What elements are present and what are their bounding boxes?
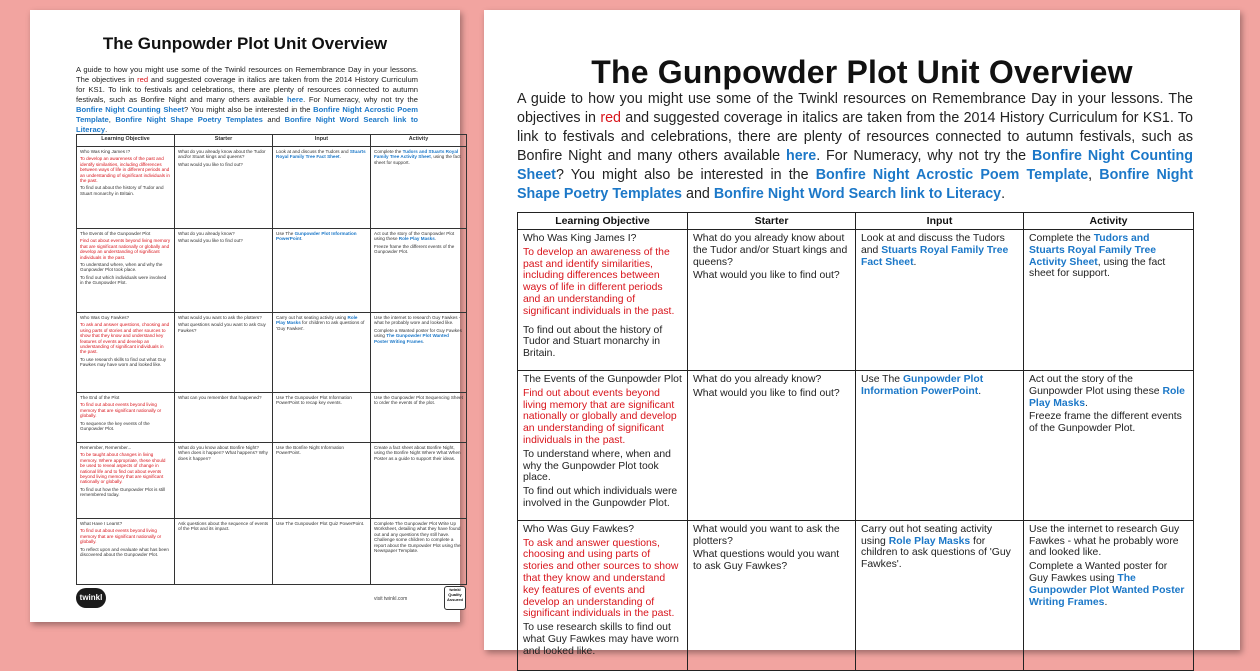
thumb-cell-objective: Who Was King James I? To develop an awareness of the past and identify similarities, including differences between ways of life in different periods and an understanding of significant individuals in the past. To find out about the history of Tudor and Stuart monarchy in Britain. xyxy=(77,147,175,229)
thumb-cell-input: Use The Gunpowder Plot Quiz PowerPoint. xyxy=(273,519,371,585)
thumb-cell-input: Use The Gunpowder Plot Information PowerPoint. xyxy=(273,229,371,313)
thumb-table-row xyxy=(77,443,467,519)
starter-text: What do you already know? xyxy=(693,373,822,385)
link-stuarts-family-tree-fact-sheet[interactable]: Stuarts Royal Family Tree Fact Sheet xyxy=(861,244,1009,268)
thumb-cell-starter: What do you know about Bonfire Night? When does it happen? What happens? Why does it happen? xyxy=(175,443,273,519)
table-row xyxy=(518,520,1194,670)
thumb-cell-activity: Use the internet to research Guy Fawkes - what he probably wore and looked like. Complete a Wanted poster for Guy Fawkes using The Gunpowder Plot Wanted Poster Writing Frames. xyxy=(371,313,467,393)
thumb-header-activity: Activity xyxy=(371,135,467,147)
cell-starter xyxy=(688,520,856,670)
starter-text: What would you like to find out? xyxy=(693,387,840,399)
curriculum-objective: Find out about events beyond living memory that are significant nationally or globally and develop an understanding of significant individuals in the past. xyxy=(523,387,677,446)
thumb-cell-starter: What do you already know? What would you like to find out? xyxy=(175,229,273,313)
table-row xyxy=(518,370,1194,520)
link-bonfire-counting-sheet[interactable]: Bonfire Night Counting Sheet xyxy=(517,148,1193,183)
thumb-header-row xyxy=(77,135,467,147)
link-role-play-masks-hot-seating[interactable]: Role Play Masks xyxy=(888,535,971,547)
thumb-cell-activity: Complete the Tudors and Stuarts Royal Family Tree Activity Sheet, using the fact sheet for support. xyxy=(371,147,467,229)
thumb-header-input: Input xyxy=(273,135,371,147)
thumb-cell-starter: What do you already know about the Tudor and/or Stuart kings and queens? What would you like to find out? xyxy=(175,147,273,229)
thumb-cell-objective: What Have I Learnt? To find out about events beyond living memory that are significant nationally or globally. To reflect upon and evaluate what has been discovered about the Gunpowder Plot. xyxy=(77,519,175,585)
thumb-cell-starter: Ask questions about the sequence of events of the Plot and its impact. xyxy=(175,519,273,585)
thumb-link-shape[interactable]: Bonfire Night Shape Poetry Templates xyxy=(115,115,263,124)
thumb-table-row xyxy=(77,147,467,229)
objective-detail: To find out about the history of Tudor and Stuart monarchy in Britain. xyxy=(523,324,663,360)
link-family-tree-activity-sheet[interactable]: Tudors and Stuarts Royal Family Tree Activity Sheet xyxy=(1029,233,1157,268)
header-starter: Starter xyxy=(688,213,856,230)
intro-paragraph: A guide to how you might use some of the Twinkl resources on Remembrance Day in your lessons. The objectives in red and suggested coverage in italics are taken from the 2014 History Curriculum for KS1. To link to festivals and celebrations, there are plenty of resources connected to autumn festivals, such as Bonfire Night and many others available here. For Numeracy, why not try the Bonfire Night Counting Sheet? You might also be interested in the Bonfire Night Acrostic Poem Template, Bonfire Night Shape Poetry Templates and Bonfire Night Word Search link to Literacy. xyxy=(517,91,1193,202)
activity-detail: Use the internet to research Guy Fawkes - what he probably wore and looked like. xyxy=(1029,523,1180,559)
activity-detail: Freeze frame the different events of the Gunpowder Plot. xyxy=(1029,411,1182,435)
objective-detail: To use research skills to find out what Guy Fawkes may have worn and looked like. xyxy=(523,622,679,657)
thumb-intro: A guide to how you might use some of the Twinkl resources on Remembrance Day in your lessons. The objectives in red and suggested coverage in italics are taken from the 2014 History Curriculum for KS1. To link to festivals and celebrations, there are plenty of resources connected to autumn festivals, such as Bonfire Night and many others available here. For Numeracy, why not try the Bonfire Night Counting Sheet? You might also be interested in the Bonfire Night Acrostic Poem Template, Bonfire Night Shape Poetry Templates and Bonfire Night Word Search link to Literacy. xyxy=(76,65,418,134)
curriculum-objective: To develop an awareness of the past and identify similarities, including differences between ways of life in different periods and an understanding of significant individuals in the past. xyxy=(523,246,675,317)
thumb-cell-activity: Create a fact sheet about Bonfire Night, using the Bonfire Night Where What When Poster as a guide to support their ideas. xyxy=(371,443,467,519)
thumb-cell-objective: Remember, Remember... To be taught about changes in living memory. Where appropriate, these should be used to reveal aspects of change in national life and to find out about events beyond living memory that are significant nationally or globally. To find out how the Gunpowder Plot is still remembered today. xyxy=(77,443,175,519)
starter-text: What do you already know about the Tudor and/or Stuart kings and queens? xyxy=(693,233,848,268)
objective-title: Who Was Guy Fawkes? xyxy=(523,523,635,535)
thumb-link-wordsearch[interactable]: Bonfire Night Word Search link to Literacy xyxy=(76,115,418,134)
footer-url: visit twinkl.com xyxy=(374,596,408,602)
thumb-table-row xyxy=(77,313,467,393)
thumb-cell-activity: Complete The Gunpowder Plot Write Up Worksheet, detailing what they have found out and any questions they still have. Challenge some children to complete a report about the Gunpowder Plot using the Newspaper Template. xyxy=(371,519,467,585)
quality-assured-badge: twinkl Quality Assured xyxy=(444,586,466,610)
cell-input: Use The Gunpowder Plot Information PowerPoint. xyxy=(856,370,1024,520)
cell-starter xyxy=(688,370,856,520)
table-header-row xyxy=(518,213,1194,230)
thumb-cell-input: Carry out hot seating activity using Role Play Masks for children to ask questions of 'Guy Fawkes'. xyxy=(273,313,371,393)
thumb-table-row xyxy=(77,519,467,585)
red-word: red xyxy=(600,110,621,126)
link-gunpowder-plot-powerpoint[interactable]: Gunpowder Plot Information PowerPoint xyxy=(861,373,984,397)
cell-learning-objective xyxy=(518,370,688,520)
twinkl-logo: twinkl xyxy=(76,588,106,608)
objective-title: The Events of the Gunpowder Plot xyxy=(523,373,682,385)
cell-activity: Act out the story of the Gunpowder Plot using these Role Play Masks. Freeze frame the different events of the Gunpowder Plot. xyxy=(1024,370,1194,520)
link-role-play-masks[interactable]: Role Play Masks xyxy=(1029,385,1185,409)
link-here[interactable]: here xyxy=(785,148,817,164)
objective-detail: To find out which individuals were involved in the Gunpowder Plot. xyxy=(523,486,678,509)
thumb-cell-objective: The End of the Plot To find out about events beyond living memory that are significant nationally or globally. To sequence the key events of the Gunpowder Plot. xyxy=(77,393,175,443)
cell-starter xyxy=(688,230,856,371)
header-learning-objective: Learning Objective xyxy=(518,213,688,230)
cell-activity: Complete the Tudors and Stuarts Royal Family Tree Activity Sheet, using the fact sheet for support. xyxy=(1024,230,1194,371)
thumb-title: The Gunpowder Plot Unit Overview xyxy=(102,34,388,53)
header-activity: Activity xyxy=(1024,213,1194,230)
overview-table xyxy=(517,212,1194,671)
table-row xyxy=(518,230,1194,371)
thumb-header-starter: Starter xyxy=(175,135,273,147)
thumb-table-row xyxy=(77,393,467,443)
link-word-search[interactable]: Bonfire Night Word Search link to Literacy xyxy=(713,186,1002,202)
thumb-cell-input: Use the Bonfire Night Information PowerPoint. xyxy=(273,443,371,519)
cell-learning-objective xyxy=(518,230,688,371)
thumb-cell-activity: Act out the story of the Gunpowder Plot using these Role Play Masks. Freeze frame the different events of the Gunpowder Plot. xyxy=(371,229,467,313)
thumb-cell-input: Use The Gunpowder Plot Information PowerPoint to recap key events. xyxy=(273,393,371,443)
thumb-cell-activity: Use the Gunpowder Plot Sequencing Sheet to order the events of the plot. xyxy=(371,393,467,443)
header-input: Input xyxy=(856,213,1024,230)
cell-learning-objective xyxy=(518,520,688,670)
page-title: The Gunpowder Plot Unit Overview xyxy=(591,54,1133,90)
starter-text: What would you like to find out? xyxy=(693,270,840,282)
link-wanted-poster-writing-frames[interactable]: The Gunpowder Plot Wanted Poster Writing Frames xyxy=(1029,572,1185,608)
thumb-link-acrostic[interactable]: Bonfire Night Acrostic Poem Template xyxy=(76,105,418,124)
starter-text: What questions would you want to ask Guy Fawkes? xyxy=(693,549,840,573)
thumb-cell-starter: What would you want to ask the plotters? What questions would you want to ask Guy Fawkes? xyxy=(175,313,273,393)
thumb-link-counting[interactable]: Bonfire Night Counting Sheet xyxy=(76,105,185,114)
thumb-cell-objective: The Events of the Gunpowder Plot Find out about events beyond living memory that are significant nationally or globally and develop an understanding of significant individuals in the past. To understand where, when and why the Gunpowder Plot took place. To find out which individuals were involved in the Gunpowder Plot. xyxy=(77,229,175,313)
thumb-cell-objective: Who Was Guy Fawkes? To ask and answer questions, choosing and using parts of stories and other sources to show that they know and understand key features of events and develop an understanding of significant individuals in the past. To use research skills to find out what Guy Fawkes may have worn and looked like. xyxy=(77,313,175,393)
link-acrostic-poem-template[interactable]: Bonfire Night Acrostic Poem Template xyxy=(815,167,1089,183)
starter-text: What would you want to ask the plotters? xyxy=(693,523,840,547)
document-page xyxy=(484,10,1240,657)
thumb-cell-input: Look at and discuss the Tudors and Stuarts Royal Family Tree Fact Sheet. xyxy=(273,147,371,229)
thumb-link-here[interactable]: here xyxy=(287,95,304,104)
link-shape-poetry-templates[interactable]: Bonfire Night Shape Poetry Templates xyxy=(517,167,1193,202)
thumb-header-objective: Learning Objective xyxy=(77,135,175,147)
objective-detail: To understand where, when and why the Gunpowder Plot took place. xyxy=(523,448,671,484)
cell-input: Look at and discuss the Tudors and Stuarts Royal Family Tree Fact Sheet. xyxy=(856,230,1024,371)
cell-input: Carry out hot seating activity using Role Play Masks for children to ask questions of 'Guy Fawkes'. xyxy=(856,520,1024,670)
cell-activity: Use the internet to research Guy Fawkes - what he probably wore and looked like. Complete a Wanted poster for Guy Fawkes using The Gunpowder Plot Wanted Poster Writing Frames. xyxy=(1024,520,1194,670)
objective-title: Who Was King James I? xyxy=(523,233,637,244)
curriculum-objective: To ask and answer questions, choosing and using parts of stories and other sources to show that they know and understand key features of events and develop an understanding of significant individuals in the past. xyxy=(523,537,679,620)
thumb-cell-starter: What can you remember that happened? xyxy=(175,393,273,443)
thumb-table-row xyxy=(77,229,467,313)
thumb-overview-table xyxy=(76,134,467,585)
thumbnail-page[interactable] xyxy=(30,10,463,622)
